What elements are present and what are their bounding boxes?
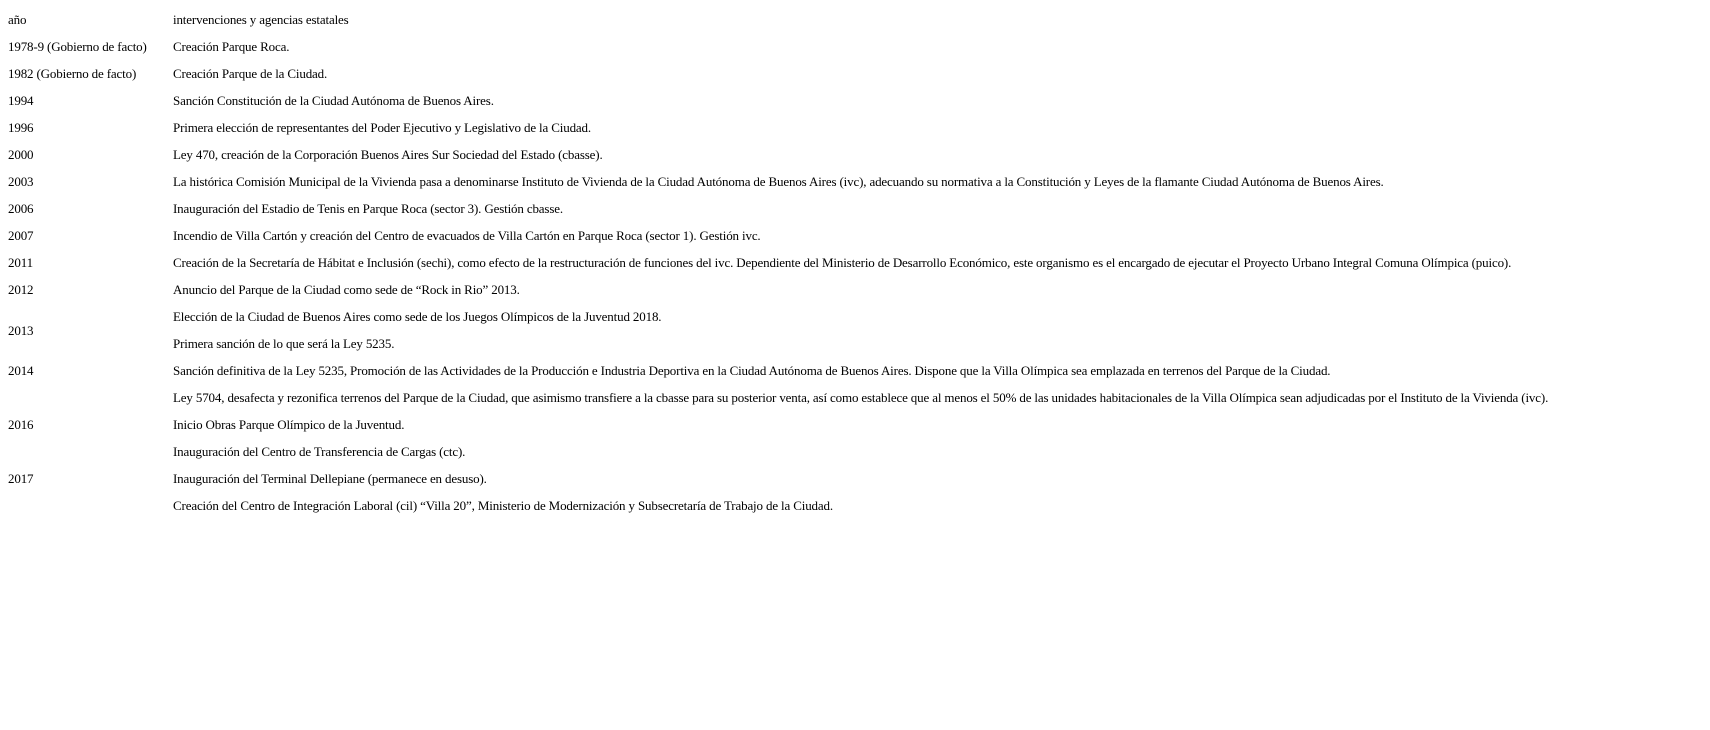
table-row [8, 168, 1548, 195]
year-cell: 2000 [8, 147, 34, 162]
timeline-table [8, 6, 1548, 519]
header-event: intervenciones y agencias estatales [173, 12, 349, 27]
event-cell: Sanción definitiva de la Ley 5235, Promoción de las Actividades de la Producción e Industria Deportiva en la Ciudad Autónoma de Buenos Aires. Dispone que la Villa Olímpica sea emplazada en terrenos del Parque de la Ciudad. [173, 363, 1331, 378]
event-cell: Inicio Obras Parque Olímpico de la Juventud. [173, 417, 405, 432]
event-cell: Anuncio del Parque de la Ciudad como sede de “Rock in Rio” 2013. [173, 282, 520, 297]
year-cell: 1982 (Gobierno de facto) [8, 66, 137, 81]
table-row [8, 222, 1548, 249]
table-row [8, 384, 1548, 411]
event-cell: La histórica Comisión Municipal de la Vivienda pasa a denominarse Instituto de Vivienda de la Ciudad Autónoma de Buenos Aires (ivc), adecuando su normativa a la Constitución y Leyes de la flamante Ciudad Autónoma de Buenos Aires. [173, 174, 1384, 189]
year-cell: 1996 [8, 120, 34, 135]
event-cell: Sanción Constitución de la Ciudad Autónoma de Buenos Aires. [173, 93, 494, 108]
event-cell: Incendio de Villa Cartón y creación del Centro de evacuados de Villa Cartón en Parque Roca (sector 1). Gestión ivc. [173, 228, 761, 243]
table-row [8, 195, 1548, 222]
table-row [8, 330, 1548, 357]
table-header-row [8, 6, 1548, 33]
year-cell: 2016 [8, 417, 34, 432]
header-year: año [8, 12, 27, 27]
year-cell: 2006 [8, 201, 34, 216]
event-cell: Ley 5704, desafecta y rezonifica terrenos del Parque de la Ciudad, que asimismo transfiere a la cbasse para su posterior venta, así como establece que al menos el 50% de las unidades habitacionales de la Villa Olímpica sean adjudicadas por el Instituto de la Vivienda (ivc). [173, 390, 1549, 405]
table-row [8, 33, 1548, 60]
year-cell: 2013 [8, 322, 34, 338]
event-cell: Creación de la Secretaría de Hábitat e Inclusión (sechi), como efecto de la restructuración de funciones del ivc. Dependiente del Ministerio de Desarrollo Económico, este organismo es el encargado de ejecutar el Proyecto Urbano Integral Comuna Olímpica (puico). [173, 255, 1512, 270]
event-cell: Inauguración del Centro de Transferencia de Cargas (ctc). [173, 444, 466, 459]
table-row [8, 492, 1548, 519]
event-cell: Inauguración del Estadio de Tenis en Parque Roca (sector 3). Gestión cbasse. [173, 201, 563, 216]
table-row [8, 276, 1548, 303]
table-row [8, 249, 1548, 276]
year-cell: 1978-9 (Gobierno de facto) [8, 39, 147, 54]
table-row [8, 438, 1548, 465]
event-cell: Primera sanción de lo que será la Ley 5235. [173, 336, 395, 351]
event-cell: Elección de la Ciudad de Buenos Aires como sede de los Juegos Olímpicos de la Juventud 2018. [173, 309, 662, 324]
event-cell: Creación Parque Roca. [173, 39, 290, 54]
table-row [8, 465, 1548, 492]
table-row [8, 87, 1548, 114]
year-cell: 2007 [8, 228, 34, 243]
year-cell: 2012 [8, 282, 34, 297]
table-row [8, 411, 1548, 438]
table-row [8, 60, 1548, 87]
year-cell: 2003 [8, 174, 34, 189]
event-cell: Creación del Centro de Integración Laboral (cil) “Villa 20”, Ministerio de Modernización y Subsecretaría de Trabajo de la Ciudad. [173, 498, 833, 513]
year-cell: 2017 [8, 471, 34, 486]
year-cell: 2011 [8, 255, 33, 270]
year-cell: 2014 [8, 363, 34, 378]
table-row [8, 357, 1548, 384]
event-cell: Primera elección de representantes del Poder Ejecutivo y Legislativo de la Ciudad. [173, 120, 591, 135]
table-row [8, 114, 1548, 141]
event-cell: Inauguración del Terminal Dellepiane (permanece en desuso). [173, 471, 487, 486]
event-cell: Creación Parque de la Ciudad. [173, 66, 328, 81]
timeline-document [8, 6, 1548, 519]
table-row [8, 303, 1548, 330]
year-cell: 1994 [8, 93, 34, 108]
year-cell [8, 384, 173, 411]
table-row [8, 141, 1548, 168]
event-cell: Ley 470, creación de la Corporación Buenos Aires Sur Sociedad del Estado (cbasse). [173, 147, 603, 162]
